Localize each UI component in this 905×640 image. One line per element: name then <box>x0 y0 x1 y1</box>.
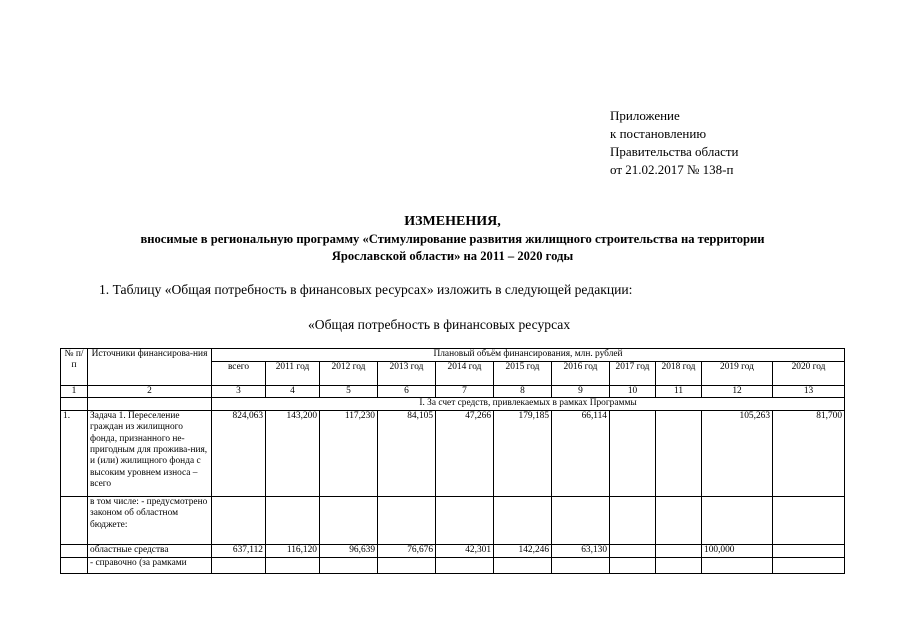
section-heading-spacer <box>88 398 212 410</box>
cell-value <box>266 557 320 573</box>
cell-value <box>552 496 610 544</box>
paragraph-1: 1. Таблицу «Общая потребность в финансовых ресурсах» изложить в следующей редакции: <box>99 282 633 297</box>
cell-value: 63,130 <box>552 544 610 557</box>
column-number: 4 <box>266 386 320 398</box>
cell-value <box>656 410 702 496</box>
cell-value <box>773 496 845 544</box>
cell-value <box>320 496 378 544</box>
row-name: - справочно (за рамками <box>88 557 212 573</box>
column-number-row <box>61 386 845 398</box>
document-title <box>0 213 905 265</box>
column-number: 9 <box>552 386 610 398</box>
header-year: 2012 год <box>320 362 378 386</box>
column-number: 12 <box>702 386 773 398</box>
column-number: 6 <box>378 386 436 398</box>
header-year: 2019 год <box>702 362 773 386</box>
cell-value: 142,246 <box>494 544 552 557</box>
cell-value <box>266 496 320 544</box>
row-num <box>61 544 88 557</box>
header-year: 2015 год <box>494 362 552 386</box>
table-row <box>61 557 845 573</box>
cell-value: 47,266 <box>436 410 494 496</box>
cell-value: 637,112 <box>212 544 266 557</box>
cell-value: 824,063 <box>212 410 266 496</box>
column-number: 10 <box>610 386 656 398</box>
cell-value: 116,120 <box>266 544 320 557</box>
appendix-line-1: Приложение <box>610 108 680 123</box>
row-name: Задача 1. Переселение граждан из жилищного фонда, признанного не-пригодным для прожива-ния, и (или) жилищного фонда с высоким уровнем износа – всего <box>88 410 212 496</box>
cell-value: 42,301 <box>436 544 494 557</box>
header-year: 2020 год <box>773 362 845 386</box>
header-year: 2017 год <box>610 362 656 386</box>
column-number: 1 <box>61 386 88 398</box>
header-num: № п/п <box>61 349 88 386</box>
table-row <box>61 496 845 544</box>
cell-value <box>610 410 656 496</box>
cell-value <box>436 496 494 544</box>
cell-value <box>773 557 845 573</box>
table-title: «Общая потребность в финансовых ресурсах <box>308 317 571 332</box>
row-name: в том числе: - предусмотрено законом об областном бюджете: <box>88 496 212 544</box>
column-number: 7 <box>436 386 494 398</box>
cell-value: 84,105 <box>378 410 436 496</box>
cell-value <box>656 544 702 557</box>
header-year: 2014 год <box>436 362 494 386</box>
cell-value: 96,639 <box>320 544 378 557</box>
appendix-line-4: от 21.02.2017 № 138-п <box>610 162 734 177</box>
column-number: 13 <box>773 386 845 398</box>
cell-value <box>773 544 845 557</box>
table-row <box>61 410 845 496</box>
cell-value: 100,000 <box>702 544 773 557</box>
cell-value <box>610 496 656 544</box>
title-subtitle-line-1: вносимые в региональную программу «Стимулирование развития жилищного строительства на территории <box>140 232 765 246</box>
cell-value <box>552 557 610 573</box>
section-heading-num <box>61 398 88 410</box>
cell-value: 179,185 <box>494 410 552 496</box>
header-year: 2013 год <box>378 362 436 386</box>
appendix-line-3: Правительства области <box>610 144 739 159</box>
column-number: 11 <box>656 386 702 398</box>
cell-value <box>436 557 494 573</box>
cell-value <box>656 496 702 544</box>
cell-value: 76,676 <box>378 544 436 557</box>
cell-value <box>702 557 773 573</box>
header-plan: Плановый объём финансирования, млн. рублей <box>212 349 845 362</box>
cell-value: 66,114 <box>552 410 610 496</box>
title-subtitle-line-2: Ярославской области» на 2011 – 2020 годы <box>331 249 574 263</box>
column-number: 8 <box>494 386 552 398</box>
cell-value <box>610 544 656 557</box>
cell-value: 143,200 <box>266 410 320 496</box>
table-row <box>61 544 845 557</box>
header-year: 2016 год <box>552 362 610 386</box>
section-heading: I. За счет средств, привлекаемых в рамках Программы <box>212 398 845 410</box>
column-number: 2 <box>88 386 212 398</box>
column-number: 5 <box>320 386 378 398</box>
cell-value <box>494 496 552 544</box>
row-num <box>61 557 88 573</box>
cell-value <box>320 557 378 573</box>
cell-value <box>656 557 702 573</box>
cell-value <box>212 557 266 573</box>
title-main: ИЗМЕНЕНИЯ, <box>404 214 501 229</box>
cell-value: 81,700 <box>773 410 845 496</box>
row-name: областные средства <box>88 544 212 557</box>
cell-value <box>378 496 436 544</box>
cell-value <box>212 496 266 544</box>
row-num: 1. <box>61 410 88 496</box>
cell-value: 105,263 <box>702 410 773 496</box>
header-source: Источники финансирова-ния <box>88 349 212 386</box>
row-num <box>61 496 88 544</box>
appendix-block <box>610 107 739 179</box>
cell-value <box>378 557 436 573</box>
header-year: 2018 год <box>656 362 702 386</box>
appendix-line-2: к постановлению <box>610 126 707 141</box>
column-number: 3 <box>212 386 266 398</box>
cell-value: 117,230 <box>320 410 378 496</box>
cell-value <box>494 557 552 573</box>
header-year: 2011 год <box>266 362 320 386</box>
cell-value <box>702 496 773 544</box>
cell-value <box>610 557 656 573</box>
financing-table <box>60 348 845 574</box>
header-total: всего <box>212 362 266 386</box>
